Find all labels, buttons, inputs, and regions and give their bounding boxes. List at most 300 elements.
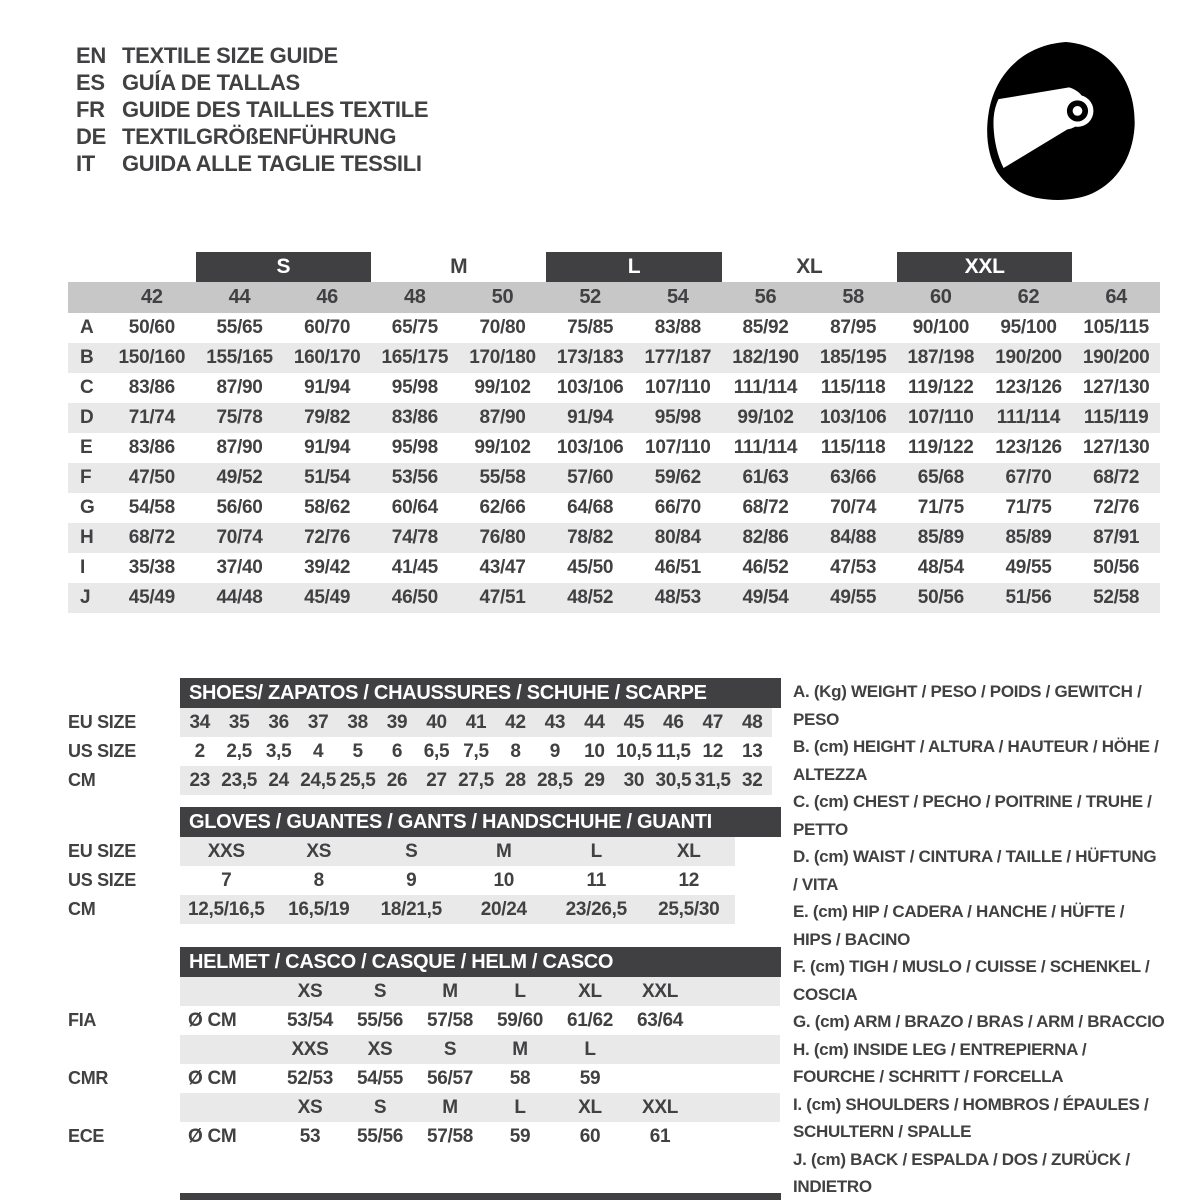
helmet-size-label: M <box>442 981 458 1002</box>
value-cell: 70/74 <box>830 497 877 518</box>
value-cell: 12 <box>678 870 700 891</box>
value-cell: 83/86 <box>128 377 175 398</box>
value-cell: 66/70 <box>654 497 701 518</box>
value-cell: 52/58 <box>1093 587 1140 608</box>
value-cell: 76/80 <box>479 527 526 548</box>
language-title-list <box>76 42 428 177</box>
spacer <box>180 1035 275 1064</box>
helmet-table <box>68 977 781 1151</box>
value-cell: 56/60 <box>216 497 263 518</box>
measurement-legend <box>793 678 1165 1200</box>
helmet-size-label: XXS <box>291 1039 329 1060</box>
value-cell: 59 <box>509 1126 531 1147</box>
value-cell: 173/183 <box>556 347 624 368</box>
value-cell: 27,5 <box>458 770 494 791</box>
value-cell: 7 <box>221 870 232 891</box>
value-cell: XXS <box>207 841 245 862</box>
legend-item-g: G. (cm) ARM / BRAZO / BRAS / ARM / BRACCIO <box>793 1012 1165 1031</box>
helmet-size-cells <box>180 1093 780 1122</box>
value-cell: 9 <box>406 870 417 891</box>
value-cell: 6 <box>391 741 403 762</box>
value-cell: 52/53 <box>286 1068 334 1089</box>
legend-item-c: C. (cm) CHEST / PECHO / POITRINE / TRUHE / PETTO <box>793 792 1152 839</box>
measurement-row-b <box>68 343 1160 373</box>
helmet-section-header: HELMET / CASCO / CASQUE / HELM / CASCO <box>180 947 781 977</box>
value-cell: 45/50 <box>567 557 614 578</box>
value-cell: 7,5 <box>463 741 489 762</box>
value-cell: 57/58 <box>426 1010 474 1031</box>
value-cell: 50/56 <box>917 587 964 608</box>
gloves-row <box>68 895 781 924</box>
language-code: DE <box>76 124 106 149</box>
value-cell: 11,5 <box>655 741 691 762</box>
gloves-cells <box>180 866 735 895</box>
cropped-section-bar <box>180 1193 781 1200</box>
value-cell: 70/80 <box>479 317 526 338</box>
size-column-56: 56 <box>754 286 777 308</box>
value-cell: 87/90 <box>479 407 526 428</box>
legend-item-b: B. (cm) HEIGHT / ALTURA / HAUTEUR / HÖHE / ALTEZZA <box>793 737 1159 784</box>
value-cell: 48/53 <box>654 587 701 608</box>
helmet-size-row-ece <box>68 1093 781 1122</box>
value-cell: 111/114 <box>733 377 798 398</box>
value-cell: 46/52 <box>742 557 789 578</box>
value-cell: 47/50 <box>128 467 175 488</box>
value-cell: 36 <box>268 712 289 733</box>
value-cell: 177/187 <box>644 347 712 368</box>
value-cell: 74/78 <box>391 527 438 548</box>
helmet-size-cells <box>180 977 780 1006</box>
helmet-size-label: M <box>512 1039 528 1060</box>
helmet-size-row-fia <box>68 977 781 1006</box>
numeric-size-header-row <box>68 282 1160 313</box>
size-column-54: 54 <box>666 286 689 308</box>
gloves-table <box>68 837 781 924</box>
shoes-row-label: US SIZE <box>68 741 136 761</box>
row-key: B <box>80 347 94 368</box>
value-cell: XS <box>306 841 332 862</box>
guide-title: GUIDE DES TAILLES TEXTILE <box>122 97 429 122</box>
value-cell: 28,5 <box>537 770 573 791</box>
value-cell: S <box>405 841 418 862</box>
value-cell: 25,5 <box>339 770 376 791</box>
size-column-52: 52 <box>579 286 601 308</box>
size-column-64: 64 <box>1105 286 1127 308</box>
value-cell: M <box>495 841 512 862</box>
helmet-value-row-ece <box>68 1122 781 1151</box>
value-cell: 10,5 <box>615 741 652 762</box>
value-cell: 60/64 <box>391 497 438 518</box>
language-row <box>76 96 428 123</box>
value-cell: L <box>590 841 602 862</box>
value-cell: 23 <box>189 770 210 791</box>
value-cell: 23,5 <box>221 770 258 791</box>
value-cell: 91/94 <box>304 437 351 458</box>
value-cell: 46 <box>663 712 684 733</box>
value-cell: 75/85 <box>567 317 614 338</box>
helmet-standard-label: FIA <box>68 1010 97 1030</box>
measurement-rows <box>68 313 1160 613</box>
helmet-size-label: L <box>514 1097 526 1118</box>
value-cell: 5 <box>352 741 363 762</box>
value-cell: 72/76 <box>304 527 351 548</box>
language-row <box>76 69 428 96</box>
value-cell: 55/56 <box>356 1010 404 1031</box>
value-cell: 35 <box>228 712 250 733</box>
value-cell: 40 <box>426 712 447 733</box>
measurement-row-f <box>68 463 1160 493</box>
shoes-row <box>68 737 781 766</box>
value-cell: 103/106 <box>819 407 887 428</box>
value-cell: 111/114 <box>996 407 1061 428</box>
value-cell: 39 <box>386 712 408 733</box>
racing-helmet-icon <box>975 35 1143 207</box>
value-cell: 13 <box>741 741 763 762</box>
shoes-row-label: CM <box>68 770 96 790</box>
value-cell: 63/66 <box>830 467 877 488</box>
gloves-row-label: CM <box>68 899 96 919</box>
value-cell: 49/55 <box>830 587 877 608</box>
value-cell: 70/74 <box>216 527 263 548</box>
helmet-value-cells <box>180 1122 780 1151</box>
value-cell: 115/118 <box>820 377 886 398</box>
value-cell: 187/198 <box>907 347 975 368</box>
value-cell: 2 <box>194 741 205 762</box>
value-cell: 6,5 <box>423 741 450 762</box>
size-column-44: 44 <box>228 286 251 308</box>
value-cell: 42 <box>505 712 526 733</box>
value-cell: 111/114 <box>733 437 798 458</box>
value-cell: 95/98 <box>654 407 701 428</box>
value-cell: 47/51 <box>479 587 526 608</box>
helmet-size-cells <box>180 1035 780 1064</box>
language-code: EN <box>76 43 106 68</box>
value-cell: 127/130 <box>1082 377 1150 398</box>
value-cell: 61 <box>649 1126 671 1147</box>
value-cell: 44/48 <box>216 587 263 608</box>
value-cell: 82/86 <box>742 527 789 548</box>
value-cell: 83/86 <box>128 437 175 458</box>
helmet-size-label: L <box>514 981 526 1002</box>
value-cell: 53/56 <box>391 467 438 488</box>
size-column-42: 42 <box>141 286 163 308</box>
size-column-50: 50 <box>491 286 514 308</box>
measurement-row-c <box>68 373 1160 403</box>
value-cell: 60/70 <box>304 317 351 338</box>
value-cell: 71/75 <box>917 497 964 518</box>
value-cell: 90/100 <box>912 317 969 338</box>
value-cell: 87/95 <box>830 317 877 338</box>
size-column-58: 58 <box>842 286 864 308</box>
value-cell: 43/47 <box>479 557 526 578</box>
row-key: C <box>80 377 94 398</box>
measurement-row-d <box>68 403 1160 433</box>
value-cell: 127/130 <box>1082 437 1150 458</box>
value-cell: 68/72 <box>128 527 175 548</box>
value-cell: 63/64 <box>636 1010 684 1031</box>
language-row <box>76 150 428 177</box>
value-cell: 99/102 <box>737 407 794 428</box>
value-cell: 107/110 <box>645 437 711 458</box>
guide-title: TEXTILE SIZE GUIDE <box>122 43 338 68</box>
guide-title: TEXTILGRÖßENFÜHRUNG <box>122 124 397 149</box>
value-cell: 37 <box>307 712 329 733</box>
value-cell: 95/98 <box>391 377 438 398</box>
value-cell: 107/110 <box>908 407 974 428</box>
size-letter-header-row <box>68 252 1160 282</box>
helmet-standard-label: ECE <box>68 1126 105 1146</box>
helmet-unit-label: Ø CM <box>188 1068 237 1089</box>
value-cell: 45/49 <box>128 587 175 608</box>
gloves-cells <box>180 837 735 866</box>
value-cell: 87/90 <box>216 377 263 398</box>
value-cell: 24 <box>268 770 289 791</box>
value-cell: 56/57 <box>426 1068 474 1089</box>
row-key: H <box>80 527 94 548</box>
value-cell: 53/54 <box>286 1010 334 1031</box>
helmet-size-label: XS <box>297 981 323 1002</box>
shoes-row <box>68 766 781 795</box>
value-cell: 84/88 <box>830 527 877 548</box>
gloves-row <box>68 837 781 866</box>
value-cell: 103/106 <box>556 377 624 398</box>
value-cell: 49/54 <box>742 587 789 608</box>
helmet-value-cells <box>180 1006 780 1035</box>
value-cell: 18/21,5 <box>380 899 442 920</box>
value-cell: 48 <box>741 712 763 733</box>
value-cell: 58 <box>509 1068 531 1089</box>
value-cell: 8 <box>510 741 521 762</box>
helmet-standard-label: CMR <box>68 1068 109 1088</box>
value-cell: 165/175 <box>381 347 449 368</box>
gloves-row <box>68 866 781 895</box>
value-cell: 103/106 <box>556 437 624 458</box>
value-cell: 16,5/19 <box>288 899 350 920</box>
helmet-size-label: XS <box>367 1039 393 1060</box>
value-cell: 41/45 <box>391 557 438 578</box>
value-cell: 71/75 <box>1005 497 1052 518</box>
row-key: E <box>80 437 93 458</box>
value-cell: 59/60 <box>496 1010 544 1031</box>
value-cell: 115/119 <box>1083 407 1149 428</box>
measurement-row-i <box>68 553 1160 583</box>
row-key: D <box>80 407 94 428</box>
value-cell: 9 <box>549 741 561 762</box>
measurement-row-j <box>68 583 1160 613</box>
value-cell: 10 <box>584 741 605 762</box>
shoes-section-header: SHOES/ ZAPATOS / CHAUSSURES / SCHUHE / SCARPE <box>180 678 781 708</box>
value-cell: 41 <box>465 712 487 733</box>
value-cell: 30,5 <box>655 770 692 791</box>
value-cell: 51/54 <box>304 467 351 488</box>
value-cell: 99/102 <box>474 437 531 458</box>
value-cell: 55/58 <box>479 467 526 488</box>
size-label-m: M <box>450 255 468 278</box>
value-cell: 32 <box>741 770 763 791</box>
helmet-size-label: XL <box>578 981 602 1002</box>
row-key: F <box>80 467 92 488</box>
size-label-l: L <box>546 252 721 282</box>
corner-cell <box>68 282 108 313</box>
shoes-table <box>68 708 781 795</box>
value-cell: 62/66 <box>479 497 526 518</box>
value-cell: 10 <box>493 870 515 891</box>
value-cell: 68/72 <box>1093 467 1140 488</box>
spacer <box>68 977 180 1006</box>
value-cell: 48/54 <box>917 557 964 578</box>
language-row <box>76 42 428 69</box>
value-cell: 78/82 <box>567 527 614 548</box>
value-cell: 83/88 <box>654 317 701 338</box>
value-cell: 54/55 <box>356 1068 404 1089</box>
value-cell: 85/89 <box>1005 527 1052 548</box>
value-cell: 85/92 <box>742 317 789 338</box>
row-key: J <box>80 587 91 608</box>
guide-title: GUIDA ALLE TAGLIE TESSILI <box>122 151 422 176</box>
language-code: IT <box>76 151 95 176</box>
value-cell: 44 <box>584 712 605 733</box>
textile-size-table <box>68 252 1160 613</box>
value-cell: 67/70 <box>1005 467 1052 488</box>
guide-title: GUÍA DE TALLAS <box>122 70 300 95</box>
value-cell: 80/84 <box>654 527 701 548</box>
value-cell: 160/170 <box>293 347 361 368</box>
gloves-cells <box>180 895 735 924</box>
spacer <box>180 1093 275 1122</box>
value-cell: 55/65 <box>216 317 263 338</box>
row-key: A <box>80 317 94 338</box>
shoes-row-label: EU SIZE <box>68 712 136 732</box>
legend-item-d: D. (cm) WAIST / CINTURA / TAILLE / HÜFTUNG / VITA <box>793 847 1157 894</box>
value-cell: 155/165 <box>206 347 273 368</box>
value-cell: 12 <box>702 741 724 762</box>
value-cell: 123/126 <box>995 437 1062 458</box>
value-cell: 51/56 <box>1005 587 1052 608</box>
value-cell: 75/78 <box>216 407 263 428</box>
value-cell: 47/53 <box>830 557 877 578</box>
helmet-unit-label: Ø CM <box>188 1010 237 1031</box>
value-cell: 50/60 <box>128 317 175 338</box>
size-label-xxl: XXL <box>897 252 1072 282</box>
value-cell: 24,5 <box>300 770 337 791</box>
value-cell: 20/24 <box>480 899 527 920</box>
value-cell: 2,5 <box>226 741 252 762</box>
value-cell: 59/62 <box>654 467 701 488</box>
value-cell: 64/68 <box>567 497 614 518</box>
value-cell: 190/200 <box>995 347 1062 368</box>
value-cell: 45/49 <box>304 587 351 608</box>
shoes-cells <box>180 766 772 795</box>
value-cell: 47 <box>702 712 724 733</box>
value-cell: 115/118 <box>820 437 886 458</box>
value-cell: 35/38 <box>128 557 175 578</box>
value-cell: 25,5/30 <box>658 899 720 920</box>
helmet-size-label: XXL <box>641 1097 679 1118</box>
helmet-size-label: S <box>373 1097 387 1118</box>
measurement-row-h <box>68 523 1160 553</box>
value-cell: 55/56 <box>356 1126 404 1147</box>
value-cell: 85/89 <box>917 527 964 548</box>
size-column-60: 60 <box>929 286 952 308</box>
size-label-s: S <box>196 252 371 282</box>
value-cell: 71/74 <box>128 407 175 428</box>
value-cell: 95/98 <box>391 437 438 458</box>
value-cell: 170/180 <box>469 347 536 368</box>
value-cell: 31,5 <box>694 770 731 791</box>
value-cell: 11 <box>586 870 606 891</box>
value-cell: 150/160 <box>118 347 186 368</box>
gloves-section-header: GLOVES / GUANTES / GANTS / HANDSCHUHE / GUANTI <box>180 807 781 837</box>
spacer <box>180 977 275 1006</box>
shoes-cells <box>180 737 772 766</box>
value-cell: 43 <box>544 712 566 733</box>
value-cell: 119/122 <box>908 377 974 398</box>
value-cell: 27 <box>426 770 447 791</box>
helmet-value-row-cmr <box>68 1064 781 1093</box>
legend-item-a: A. (Kg) WEIGHT / PESO / POIDS / GEWITCH / PESO <box>793 682 1142 729</box>
value-cell: 29 <box>584 770 605 791</box>
gloves-row-label: EU SIZE <box>68 841 136 861</box>
value-cell: 57/60 <box>567 467 614 488</box>
value-cell: 8 <box>313 870 324 891</box>
helmet-size-label: XS <box>297 1097 323 1118</box>
helmet-size-label: XXL <box>641 981 679 1002</box>
value-cell: 46/51 <box>654 557 701 578</box>
value-cell: 46/50 <box>391 587 438 608</box>
shoes-row <box>68 708 781 737</box>
value-cell: 38 <box>347 712 368 733</box>
value-cell: 99/102 <box>474 377 531 398</box>
value-cell: 65/68 <box>917 467 964 488</box>
value-cell: 185/195 <box>819 347 887 368</box>
legend-item-e: E. (cm) HIP / CADERA / HANCHE / HÜFTE / HIPS / BACINO <box>793 902 1125 949</box>
value-cell: 59 <box>579 1068 601 1089</box>
value-cell: 87/91 <box>1093 527 1140 548</box>
value-cell: 95/100 <box>1000 317 1057 338</box>
value-cell: 49/52 <box>216 467 263 488</box>
value-cell: XL <box>676 841 701 862</box>
value-cell: 50/56 <box>1093 557 1140 578</box>
spacer <box>68 1093 180 1122</box>
value-cell: 60 <box>579 1126 601 1147</box>
value-cell: 105/115 <box>1083 317 1149 338</box>
footwear-gloves-helmet-tables <box>68 678 781 1151</box>
value-cell: 119/122 <box>908 437 974 458</box>
measurement-row-e <box>68 433 1160 463</box>
value-cell: 182/190 <box>732 347 799 368</box>
value-cell: 37/40 <box>216 557 263 578</box>
helmet-size-label: XL <box>578 1097 602 1118</box>
row-key: G <box>80 497 95 518</box>
language-code: FR <box>76 97 105 122</box>
gloves-row-label: US SIZE <box>68 870 136 890</box>
value-cell: 48/52 <box>567 587 614 608</box>
value-cell: 83/86 <box>391 407 438 428</box>
helmet-size-label: M <box>442 1097 458 1118</box>
value-cell: 45 <box>623 712 645 733</box>
helmet-size-label: L <box>584 1039 596 1060</box>
helmet-size-label: S <box>373 981 387 1002</box>
legend-item-i: I. (cm) SHOULDERS / HOMBROS / ÉPAULES / SCHULTERN / SPALLE <box>793 1094 1149 1141</box>
value-cell: 68/72 <box>742 497 789 518</box>
legend-item-j: J. (cm) BACK / ESPALDA / DOS / ZURÜCK / INDIETRO <box>793 1149 1130 1196</box>
shoes-cells <box>180 708 772 737</box>
value-cell: 53 <box>299 1126 321 1147</box>
value-cell: 54/58 <box>128 497 175 518</box>
helmet-size-row-cmr <box>68 1035 781 1064</box>
helmet-unit-label: Ø CM <box>188 1126 237 1147</box>
value-cell: 28 <box>505 770 526 791</box>
